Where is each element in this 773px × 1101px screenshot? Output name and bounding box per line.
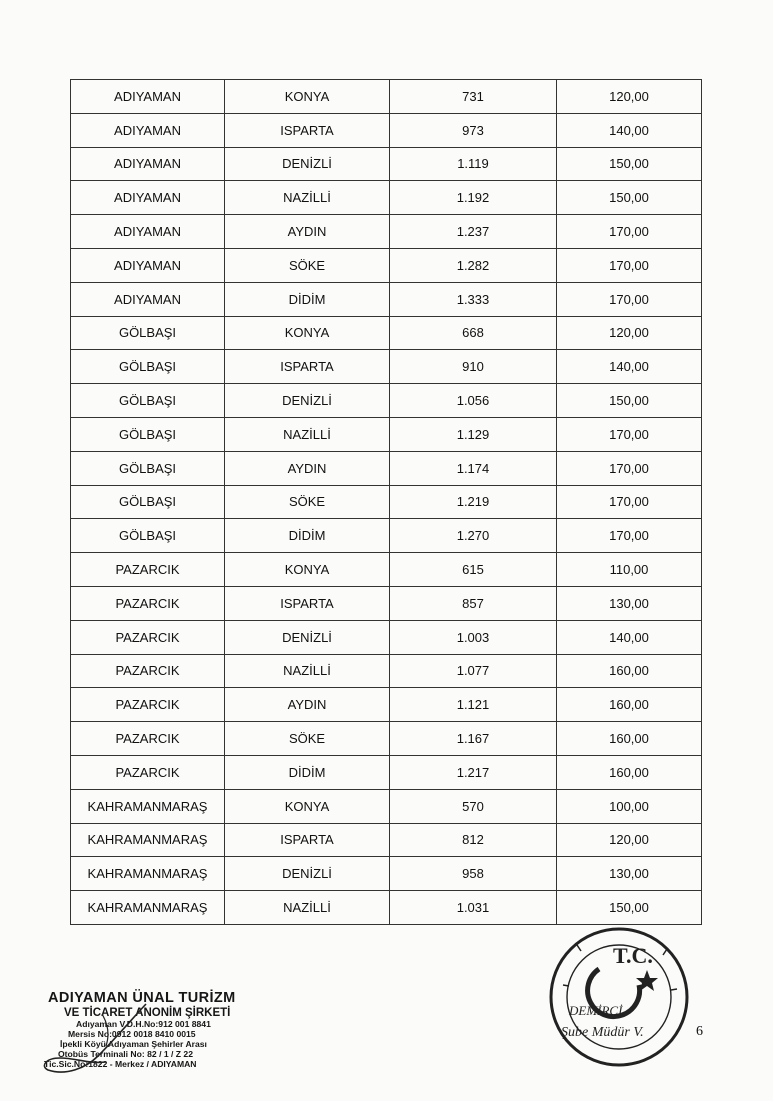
fare-cell: 140,00 xyxy=(557,620,702,654)
distance-cell: 668 xyxy=(390,316,557,350)
fare-cell: 170,00 xyxy=(557,248,702,282)
origin-cell: ADIYAMAN xyxy=(71,248,225,282)
fare-cell: 160,00 xyxy=(557,688,702,722)
origin-cell: ADIYAMAN xyxy=(71,215,225,249)
destination-cell: AYDIN xyxy=(225,688,390,722)
origin-cell: GÖLBAŞI xyxy=(71,451,225,485)
table-row xyxy=(71,485,702,519)
destination-cell: AYDIN xyxy=(225,451,390,485)
origin-cell: GÖLBAŞI xyxy=(71,384,225,418)
destination-cell: SÖKE xyxy=(225,248,390,282)
distance-cell: 1.119 xyxy=(390,147,557,181)
table-row xyxy=(71,282,702,316)
official-round-stamp xyxy=(547,925,697,1075)
table-row xyxy=(71,147,702,181)
distance-cell: 1.077 xyxy=(390,654,557,688)
table-row xyxy=(71,417,702,451)
destination-cell: KONYA xyxy=(225,553,390,587)
destination-cell: DİDİM xyxy=(225,519,390,553)
destination-cell: SÖKE xyxy=(225,485,390,519)
distance-cell: 1.217 xyxy=(390,755,557,789)
table-row xyxy=(71,755,702,789)
table-row xyxy=(71,789,702,823)
origin-cell: KAHRAMANMARAŞ xyxy=(71,891,225,925)
page-number: 6 xyxy=(696,1024,703,1039)
origin-cell: GÖLBAŞI xyxy=(71,485,225,519)
table-row xyxy=(71,857,702,891)
origin-cell: GÖLBAŞI xyxy=(71,316,225,350)
fare-cell: 170,00 xyxy=(557,451,702,485)
fare-cell: 140,00 xyxy=(557,113,702,147)
origin-cell: KAHRAMANMARAŞ xyxy=(71,789,225,823)
destination-cell: NAZİLLİ xyxy=(225,181,390,215)
distance-cell: 1.282 xyxy=(390,248,557,282)
fare-cell: 160,00 xyxy=(557,755,702,789)
distance-cell: 857 xyxy=(390,586,557,620)
table-row xyxy=(71,215,702,249)
origin-cell: PAZARCIK xyxy=(71,654,225,688)
distance-cell: 615 xyxy=(390,553,557,587)
origin-cell: ADIYAMAN xyxy=(71,181,225,215)
origin-cell: KAHRAMANMARAŞ xyxy=(71,823,225,857)
table-row xyxy=(71,384,702,418)
fare-table xyxy=(70,79,702,925)
table-row xyxy=(71,553,702,587)
table-row xyxy=(71,181,702,215)
destination-cell: KONYA xyxy=(225,80,390,114)
company-tax-line: Adıyaman V.D.H.No:912 001 8841 xyxy=(76,1019,211,1029)
table-row xyxy=(71,113,702,147)
table-row xyxy=(71,891,702,925)
distance-cell: 570 xyxy=(390,789,557,823)
table-row xyxy=(71,248,702,282)
fare-cell: 170,00 xyxy=(557,215,702,249)
destination-cell: NAZİLLİ xyxy=(225,891,390,925)
fare-cell: 100,00 xyxy=(557,789,702,823)
origin-cell: PAZARCIK xyxy=(71,586,225,620)
company-terminal-line: Otobüs Terminali No: 82 / 1 / Z 22 xyxy=(58,1049,193,1059)
distance-cell: 1.174 xyxy=(390,451,557,485)
fare-cell: 150,00 xyxy=(557,891,702,925)
distance-cell: 731 xyxy=(390,80,557,114)
fare-cell: 160,00 xyxy=(557,654,702,688)
destination-cell: DİDİM xyxy=(225,755,390,789)
table-row xyxy=(71,451,702,485)
fare-table-body xyxy=(71,80,702,925)
distance-cell: 1.192 xyxy=(390,181,557,215)
destination-cell: AYDIN xyxy=(225,215,390,249)
destination-cell: NAZİLLİ xyxy=(225,417,390,451)
table-row xyxy=(71,620,702,654)
stamp-center-mark: T.C. xyxy=(613,943,653,968)
fare-cell: 120,00 xyxy=(557,316,702,350)
company-mersis-line: Mersis No:0912 0018 8410 0015 xyxy=(68,1029,196,1039)
table-row xyxy=(71,80,702,114)
destination-cell: DENİZLİ xyxy=(225,147,390,181)
fare-cell: 120,00 xyxy=(557,80,702,114)
table-row xyxy=(71,586,702,620)
origin-cell: PAZARCIK xyxy=(71,553,225,587)
fare-cell: 170,00 xyxy=(557,519,702,553)
distance-cell: 1.056 xyxy=(390,384,557,418)
destination-cell: DENİZLİ xyxy=(225,620,390,654)
distance-cell: 973 xyxy=(390,113,557,147)
table-row xyxy=(71,519,702,553)
fare-cell: 170,00 xyxy=(557,417,702,451)
company-address-line: İpekli Köyü Adıyaman Şehirler Arası xyxy=(60,1039,207,1049)
distance-cell: 1.167 xyxy=(390,722,557,756)
origin-cell: GÖLBAŞI xyxy=(71,519,225,553)
table-row xyxy=(71,688,702,722)
distance-cell: 1.129 xyxy=(390,417,557,451)
origin-cell: GÖLBAŞI xyxy=(71,417,225,451)
destination-cell: DİDİM xyxy=(225,282,390,316)
distance-cell: 958 xyxy=(390,857,557,891)
table-row xyxy=(71,823,702,857)
distance-cell: 910 xyxy=(390,350,557,384)
destination-cell: DENİZLİ xyxy=(225,857,390,891)
table-row xyxy=(71,316,702,350)
fare-cell: 170,00 xyxy=(557,282,702,316)
origin-cell: PAZARCIK xyxy=(71,755,225,789)
company-name-line1: ADIYAMAN ÜNAL TURİZM xyxy=(48,990,236,1006)
distance-cell: 1.121 xyxy=(390,688,557,722)
origin-cell: PAZARCIK xyxy=(71,722,225,756)
origin-cell: GÖLBAŞI xyxy=(71,350,225,384)
company-name-line2: VE TİCARET ANONİM ŞİRKETİ xyxy=(64,1007,231,1019)
fare-cell: 140,00 xyxy=(557,350,702,384)
fare-cell: 130,00 xyxy=(557,586,702,620)
fare-cell: 150,00 xyxy=(557,384,702,418)
stamp-handwriting-line1: DEMİRCİ xyxy=(569,1003,623,1018)
fare-cell: 170,00 xyxy=(557,485,702,519)
table-row xyxy=(71,654,702,688)
destination-cell: ISPARTA xyxy=(225,113,390,147)
distance-cell: 1.270 xyxy=(390,519,557,553)
table-row xyxy=(71,722,702,756)
origin-cell: ADIYAMAN xyxy=(71,282,225,316)
distance-cell: 1.237 xyxy=(390,215,557,249)
destination-cell: DENİZLİ xyxy=(225,384,390,418)
distance-cell: 1.333 xyxy=(390,282,557,316)
fare-cell: 130,00 xyxy=(557,857,702,891)
distance-cell: 1.003 xyxy=(390,620,557,654)
distance-cell: 1.031 xyxy=(390,891,557,925)
distance-cell: 812 xyxy=(390,823,557,857)
handwritten-signature xyxy=(36,1000,166,1080)
destination-cell: ISPARTA xyxy=(225,586,390,620)
table-row xyxy=(71,350,702,384)
origin-cell: ADIYAMAN xyxy=(71,147,225,181)
stamp-handwriting-line2: Şube Müdür V. xyxy=(561,1025,644,1040)
destination-cell: KONYA xyxy=(225,789,390,823)
fare-cell: 160,00 xyxy=(557,722,702,756)
origin-cell: ADIYAMAN xyxy=(71,113,225,147)
fare-cell: 120,00 xyxy=(557,823,702,857)
company-registry-line: Tic.Sic.No:1822 - Merkez / ADIYAMAN xyxy=(44,1059,197,1069)
destination-cell: NAZİLLİ xyxy=(225,654,390,688)
destination-cell: ISPARTA xyxy=(225,823,390,857)
distance-cell: 1.219 xyxy=(390,485,557,519)
origin-cell: ADIYAMAN xyxy=(71,80,225,114)
destination-cell: SÖKE xyxy=(225,722,390,756)
origin-cell: KAHRAMANMARAŞ xyxy=(71,857,225,891)
fare-cell: 110,00 xyxy=(557,553,702,587)
destination-cell: ISPARTA xyxy=(225,350,390,384)
destination-cell: KONYA xyxy=(225,316,390,350)
origin-cell: PAZARCIK xyxy=(71,688,225,722)
origin-cell: PAZARCIK xyxy=(71,620,225,654)
fare-cell: 150,00 xyxy=(557,181,702,215)
fare-cell: 150,00 xyxy=(557,147,702,181)
